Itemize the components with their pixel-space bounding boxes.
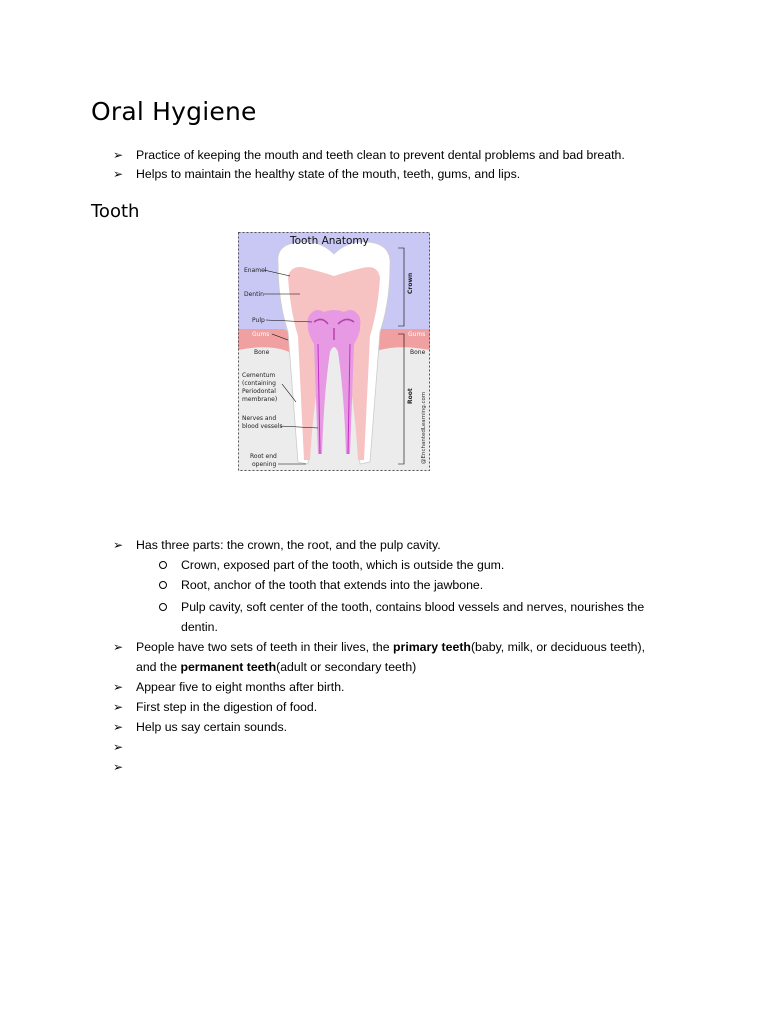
intro-bullet-1: Practice of keeping the mouth and teeth clean to prevent dental problems and bad breath. <box>136 148 625 162</box>
page-title: Oral Hygiene <box>91 97 257 126</box>
tooth-bullet-parts: Has three parts: the crown, the root, and the pulp cavity. <box>136 538 441 552</box>
sub-bullet-pulp-line2: dentin. <box>181 620 218 634</box>
figure-credit: @EnchantedLearning.com <box>421 391 427 464</box>
intro-bullet-2: Helps to maintain the healthy state of the mouth, teeth, gums, and lips. <box>136 167 521 181</box>
section-heading: Tooth <box>91 201 140 222</box>
tooth-bullet-sets-line2: and the permanent teeth(adult or secondary teeth) <box>136 660 417 674</box>
label-enamel: Enamel <box>244 267 267 274</box>
label-root: Root <box>407 388 414 404</box>
label-nerves: Nerves and <box>242 415 277 422</box>
svg-text:opening: opening <box>252 461 277 468</box>
sub-bullet-root: Root, anchor of the tooth that extends into the jawbone. <box>181 578 484 592</box>
svg-text:(containing: (containing <box>242 380 276 387</box>
figure-title: Tooth Anatomy <box>290 235 369 247</box>
bullet-arrow-icon: ➢ <box>113 148 124 162</box>
label-gums-right: Gums <box>408 331 426 338</box>
tooth-bullet-appear: Appear five to eight months after birth. <box>136 680 345 694</box>
bullet-arrow-icon: ➢ <box>113 740 124 754</box>
bullet-arrow-icon: ➢ <box>113 167 124 181</box>
svg-text:Periodontal: Periodontal <box>242 388 276 395</box>
bullet-arrow-icon: ➢ <box>113 538 124 552</box>
sub-bullet-crown: Crown, exposed part of the tooth, which is outside the gum. <box>181 558 505 572</box>
bullet-arrow-icon: ➢ <box>113 760 124 774</box>
svg-text:blood vessels: blood vessels <box>242 423 283 430</box>
label-crown: Crown <box>407 272 414 294</box>
tooth-bullet-sets-line1: People have two sets of teeth in their lives, the primary teeth(baby, milk, or deciduous teeth), <box>136 640 646 654</box>
label-root-end: Root end <box>250 453 277 460</box>
svg-text:membrane): membrane) <box>242 396 278 403</box>
tooth-bullet-sounds: Help us say certain sounds. <box>136 720 288 734</box>
sub-bullet-pulp-line1: Pulp cavity, soft center of the tooth, contains blood vessels and nerves, nourishes the <box>181 600 645 614</box>
sub-bullet-circle-icon <box>159 561 167 569</box>
label-cementum: Cementum <box>242 372 276 379</box>
bullet-arrow-icon: ➢ <box>113 680 124 694</box>
label-gums-left: Gums <box>252 331 270 338</box>
label-bone-right: Bone <box>410 349 426 356</box>
bullet-arrow-icon: ➢ <box>113 720 124 734</box>
label-pulp: Pulp <box>252 317 265 324</box>
bullet-arrow-icon: ➢ <box>113 640 124 654</box>
bullet-arrow-icon: ➢ <box>113 700 124 714</box>
sub-bullet-circle-icon <box>159 603 167 611</box>
sub-bullet-circle-icon <box>159 581 167 589</box>
label-dentin: Dentin <box>244 291 264 298</box>
tooth-anatomy-figure <box>238 232 430 471</box>
tooth-bullet-digestion: First step in the digestion of food. <box>136 700 318 714</box>
label-bone-left: Bone <box>254 349 270 356</box>
